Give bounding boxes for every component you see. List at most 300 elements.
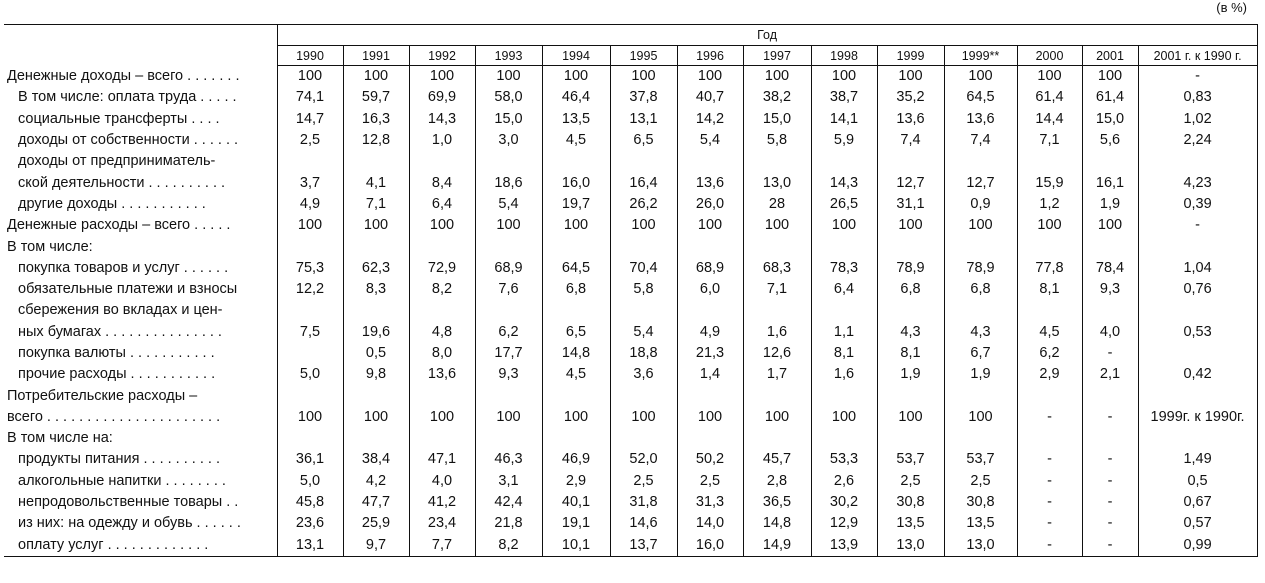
table-cell: 5,4	[475, 194, 542, 215]
table-cell: 5,4	[677, 130, 743, 151]
table-cell: 13,6	[944, 109, 1017, 130]
table-cell: 31,3	[677, 492, 743, 513]
table-cell: 100	[743, 66, 811, 88]
table-cell: 4,8	[409, 322, 475, 343]
table-cell: 2,9	[542, 471, 610, 492]
table-cell: 100	[542, 215, 610, 236]
table-cell: 78,4	[1082, 258, 1138, 279]
table-row	[4, 300, 1257, 321]
table-cell: 17,7	[475, 343, 542, 364]
table-cell: 0,5	[343, 343, 409, 364]
table-cell	[277, 151, 343, 172]
table-cell: 23,4	[409, 513, 475, 534]
table-row	[4, 428, 1257, 449]
table-cell	[677, 300, 743, 321]
table-cell: 4,23	[1138, 172, 1257, 193]
table-cell: -	[1082, 513, 1138, 534]
table-cell: 0,76	[1138, 279, 1257, 300]
table-cell: 100	[610, 215, 677, 236]
row-label: покупка валюты . . . . . . . . . . .	[4, 343, 277, 364]
table-row	[4, 385, 1257, 406]
table-cell	[610, 300, 677, 321]
column-header: 2001 г. к 1990 г.	[1138, 46, 1257, 66]
table-cell: 23,6	[277, 513, 343, 534]
table-cell: 13,5	[944, 513, 1017, 534]
table-cell: 100	[1082, 66, 1138, 88]
table-cell: 100	[677, 215, 743, 236]
table-cell	[343, 236, 409, 257]
table-cell: 78,9	[877, 258, 944, 279]
table-cell	[610, 236, 677, 257]
table-cell	[343, 428, 409, 449]
table-cell: 16,3	[343, 109, 409, 130]
table-row	[4, 109, 1257, 130]
table-cell: 1,6	[743, 322, 811, 343]
table-cell: 2,6	[811, 471, 877, 492]
row-label: доходы от собственности . . . . . .	[4, 130, 277, 151]
table-cell: 41,2	[409, 492, 475, 513]
table-cell: 100	[877, 407, 944, 428]
row-label: социальные трансферты . . . .	[4, 109, 277, 130]
table-cell: 28	[743, 194, 811, 215]
table-cell: 12,2	[277, 279, 343, 300]
table-cell	[1082, 151, 1138, 172]
table-cell	[743, 236, 811, 257]
table-cell: 16,1	[1082, 172, 1138, 193]
table-cell: 12,8	[343, 130, 409, 151]
row-label: Потребительские расходы –	[4, 385, 277, 406]
table-cell: 1,9	[944, 364, 1017, 385]
table-cell	[1017, 300, 1082, 321]
table-cell	[1138, 151, 1257, 172]
table-cell: 7,5	[277, 322, 343, 343]
table-cell	[409, 300, 475, 321]
table-cell: 6,8	[944, 279, 1017, 300]
table-cell: 5,6	[1082, 130, 1138, 151]
table-cell: -	[1017, 407, 1082, 428]
table-cell: 100	[409, 215, 475, 236]
table-cell: 9,8	[343, 364, 409, 385]
table-cell: 16,4	[610, 172, 677, 193]
table-cell	[811, 428, 877, 449]
table-cell: 19,7	[542, 194, 610, 215]
table-row	[4, 513, 1257, 534]
row-label: другие доходы . . . . . . . . . . .	[4, 194, 277, 215]
table-cell: 14,0	[677, 513, 743, 534]
table-cell: 16,0	[677, 535, 743, 557]
row-label: алкогольные напитки . . . . . . . .	[4, 471, 277, 492]
table-cell: 8,3	[343, 279, 409, 300]
table-cell: 8,2	[409, 279, 475, 300]
table-cell: 69,9	[409, 87, 475, 108]
table-cell	[1082, 236, 1138, 257]
table-cell: 31,1	[877, 194, 944, 215]
row-label: непродовольственные товары . .	[4, 492, 277, 513]
table-cell: 38,4	[343, 449, 409, 470]
row-label: оплату услуг . . . . . . . . . . . . .	[4, 535, 277, 557]
table-cell	[277, 236, 343, 257]
table-cell: 1,9	[1082, 194, 1138, 215]
table-cell: 5,4	[610, 322, 677, 343]
table-cell	[277, 428, 343, 449]
table-cell: 16,0	[542, 172, 610, 193]
column-header: 1996	[677, 46, 743, 66]
table-row	[4, 343, 1257, 364]
table-cell: 100	[944, 215, 1017, 236]
table-cell: -	[1138, 66, 1257, 88]
table-cell: 100	[811, 407, 877, 428]
table-cell: 100	[475, 215, 542, 236]
unit-note: (в %)	[1216, 0, 1247, 15]
table-cell: 30,8	[877, 492, 944, 513]
table-cell: -	[1017, 535, 1082, 557]
table-cell: 13,5	[877, 513, 944, 534]
table-cell: -	[1017, 471, 1082, 492]
table-cell: 13,6	[677, 172, 743, 193]
table-cell: 3,6	[610, 364, 677, 385]
table-cell	[1082, 385, 1138, 406]
row-label: из них: на одежду и обувь . . . . . .	[4, 513, 277, 534]
table-cell: 2,5	[277, 130, 343, 151]
table-cell: 0,5	[1138, 471, 1257, 492]
table-cell: 14,1	[811, 109, 877, 130]
table-cell	[743, 151, 811, 172]
table-cell	[542, 151, 610, 172]
table-cell: 13,1	[277, 535, 343, 557]
table-cell: 40,7	[677, 87, 743, 108]
table-cell: 6,5	[542, 322, 610, 343]
table-cell: 52,0	[610, 449, 677, 470]
table-cell: 4,9	[277, 194, 343, 215]
row-label: В том числе: оплата труда . . . . .	[4, 87, 277, 108]
table-cell: 13,6	[409, 364, 475, 385]
table-cell	[743, 300, 811, 321]
table-cell: 100	[677, 66, 743, 88]
table-cell	[877, 236, 944, 257]
table-cell: 4,3	[877, 322, 944, 343]
table-cell: 100	[542, 407, 610, 428]
table-cell: 45,8	[277, 492, 343, 513]
table-cell: 1999г. к 1990г.	[1138, 407, 1257, 428]
table-cell: 8,2	[475, 535, 542, 557]
table-row	[4, 151, 1257, 172]
table-cell: 19,6	[343, 322, 409, 343]
table-cell: 100	[542, 66, 610, 88]
table-cell: 7,1	[343, 194, 409, 215]
table-cell	[677, 236, 743, 257]
table-cell: 6,2	[1017, 343, 1082, 364]
table-cell: 6,8	[542, 279, 610, 300]
table-cell	[1138, 343, 1257, 364]
column-header: 2001	[1082, 46, 1138, 66]
table-cell	[877, 151, 944, 172]
table-cell: 9,7	[343, 535, 409, 557]
table-cell: 15,9	[1017, 172, 1082, 193]
table-cell: 8,1	[877, 343, 944, 364]
table-cell	[811, 300, 877, 321]
table-cell: 4,9	[677, 322, 743, 343]
table-cell: 5,8	[743, 130, 811, 151]
table-cell: 14,3	[811, 172, 877, 193]
table-cell: 21,3	[677, 343, 743, 364]
table-cell: 7,4	[877, 130, 944, 151]
row-label: ской деятельности . . . . . . . . . .	[4, 172, 277, 193]
table-cell: 37,8	[610, 87, 677, 108]
table-cell: 100	[277, 66, 343, 88]
table-cell: 53,7	[944, 449, 1017, 470]
table-cell: 5,9	[811, 130, 877, 151]
table-cell	[475, 385, 542, 406]
table-cell: 13,9	[811, 535, 877, 557]
table-cell: -	[1082, 449, 1138, 470]
table-cell: 100	[277, 215, 343, 236]
table-cell: 3,1	[475, 471, 542, 492]
table-cell: -	[1082, 492, 1138, 513]
table-cell	[277, 385, 343, 406]
table-row	[4, 449, 1257, 470]
table-cell	[409, 236, 475, 257]
table-cell: 100	[343, 215, 409, 236]
table-cell: 15,0	[743, 109, 811, 130]
table-cell: -	[1082, 343, 1138, 364]
row-label: сбережения во вкладах и цен-	[4, 300, 277, 321]
table-cell: 2,5	[610, 471, 677, 492]
table-cell: 100	[409, 407, 475, 428]
table-cell: 0,99	[1138, 535, 1257, 557]
table-cell	[1017, 385, 1082, 406]
year-group-header: Год	[277, 25, 1257, 46]
row-label: В том числе:	[4, 236, 277, 257]
table-cell: 8,1	[811, 343, 877, 364]
column-header: 1991	[343, 46, 409, 66]
table-cell: 0,83	[1138, 87, 1257, 108]
table-cell: 72,9	[409, 258, 475, 279]
table-cell: 78,9	[944, 258, 1017, 279]
table-cell	[475, 300, 542, 321]
table-cell: 14,9	[743, 535, 811, 557]
table-row	[4, 215, 1257, 236]
table-cell: 15,0	[1082, 109, 1138, 130]
column-header: 1997	[743, 46, 811, 66]
table-cell: 4,5	[542, 364, 610, 385]
table-cell: 4,5	[1017, 322, 1082, 343]
table-cell: 5,8	[610, 279, 677, 300]
table-cell: -	[1082, 471, 1138, 492]
table-cell: 1,0	[409, 130, 475, 151]
table-cell: 7,4	[944, 130, 1017, 151]
table-cell	[475, 236, 542, 257]
table-cell: 64,5	[944, 87, 1017, 108]
table-cell: 70,4	[610, 258, 677, 279]
row-label: покупка товаров и услуг . . . . . .	[4, 258, 277, 279]
table-row	[4, 535, 1257, 557]
table-cell: 13,0	[877, 535, 944, 557]
table-cell: 47,7	[343, 492, 409, 513]
table-cell: 46,4	[542, 87, 610, 108]
table-cell: 59,7	[343, 87, 409, 108]
table-cell: 18,8	[610, 343, 677, 364]
table-cell: 2,1	[1082, 364, 1138, 385]
table-cell: 46,9	[542, 449, 610, 470]
table-cell: 4,0	[409, 471, 475, 492]
table-cell: 13,7	[610, 535, 677, 557]
table-cell: 12,7	[944, 172, 1017, 193]
table-cell: 2,5	[944, 471, 1017, 492]
table-row	[4, 471, 1257, 492]
table-cell	[944, 151, 1017, 172]
table-row	[4, 87, 1257, 108]
table-cell: 6,4	[409, 194, 475, 215]
table-cell: -	[1082, 535, 1138, 557]
table-cell: 2,5	[677, 471, 743, 492]
table-cell: 74,1	[277, 87, 343, 108]
table-cell: 62,3	[343, 258, 409, 279]
table-cell	[677, 385, 743, 406]
table-cell	[542, 236, 610, 257]
table-cell: 5,0	[277, 471, 343, 492]
table-cell	[475, 151, 542, 172]
table-cell	[277, 300, 343, 321]
table-cell: 36,1	[277, 449, 343, 470]
table-cell: 68,9	[475, 258, 542, 279]
table-cell: 100	[1017, 66, 1082, 88]
table-cell	[944, 428, 1017, 449]
table-cell: 40,1	[542, 492, 610, 513]
table-cell	[877, 428, 944, 449]
table-cell: 100	[944, 66, 1017, 88]
table-cell: 53,3	[811, 449, 877, 470]
table-cell: 8,4	[409, 172, 475, 193]
table-cell	[877, 385, 944, 406]
table-cell: 1,04	[1138, 258, 1257, 279]
table-cell: 21,8	[475, 513, 542, 534]
column-header: 1992	[409, 46, 475, 66]
column-header: 1999**	[944, 46, 1017, 66]
table-cell	[610, 385, 677, 406]
table-cell	[610, 151, 677, 172]
table-cell: 58,0	[475, 87, 542, 108]
table-cell: 14,6	[610, 513, 677, 534]
table-cell: 0,42	[1138, 364, 1257, 385]
table-cell	[877, 300, 944, 321]
table-cell: 12,7	[877, 172, 944, 193]
table-cell: 14,4	[1017, 109, 1082, 130]
table-cell: 3,0	[475, 130, 542, 151]
table-cell	[1138, 236, 1257, 257]
table-cell: 100	[1017, 215, 1082, 236]
table-cell	[277, 343, 343, 364]
table-cell: 100	[475, 66, 542, 88]
table-cell: 14,3	[409, 109, 475, 130]
table-cell: 100	[1082, 215, 1138, 236]
table-row	[4, 236, 1257, 257]
table-cell: 13,1	[610, 109, 677, 130]
table-cell: 6,5	[610, 130, 677, 151]
table-cell: 50,2	[677, 449, 743, 470]
table-cell	[677, 428, 743, 449]
row-label: всего . . . . . . . . . . . . . . . . . . . . . .	[4, 407, 277, 428]
table-cell	[409, 428, 475, 449]
table-cell: 9,3	[1082, 279, 1138, 300]
table-cell: 100	[343, 66, 409, 88]
table-cell	[1082, 428, 1138, 449]
table-cell: 100	[610, 407, 677, 428]
row-label: ных бумагах . . . . . . . . . . . . . . .	[4, 322, 277, 343]
table-cell	[743, 385, 811, 406]
table-cell: 6,4	[811, 279, 877, 300]
column-header: 1998	[811, 46, 877, 66]
table-cell: 26,0	[677, 194, 743, 215]
table-cell: 100	[811, 215, 877, 236]
table-row	[4, 322, 1257, 343]
table-cell: 7,6	[475, 279, 542, 300]
table-cell: 31,8	[610, 492, 677, 513]
table-cell	[475, 428, 542, 449]
table-cell: 10,1	[542, 535, 610, 557]
table-row	[4, 194, 1257, 215]
table-row	[4, 492, 1257, 513]
table-cell: 68,9	[677, 258, 743, 279]
table-cell: 25,9	[343, 513, 409, 534]
table-cell: 2,9	[1017, 364, 1082, 385]
table-cell: 77,8	[1017, 258, 1082, 279]
table-cell: -	[1017, 492, 1082, 513]
table-cell	[944, 300, 1017, 321]
table-cell: 100	[811, 66, 877, 88]
table-cell: 13,0	[944, 535, 1017, 557]
table-cell	[542, 428, 610, 449]
table-cell: -	[1082, 407, 1138, 428]
table-cell: 47,1	[409, 449, 475, 470]
table-cell: 0,9	[944, 194, 1017, 215]
table-cell: 13,5	[542, 109, 610, 130]
income-expense-table	[4, 24, 1258, 557]
table-row	[4, 66, 1257, 88]
table-cell	[811, 151, 877, 172]
table-cell: 100	[343, 407, 409, 428]
table-cell: 15,0	[475, 109, 542, 130]
table-cell	[343, 385, 409, 406]
row-label: Денежные доходы – всего . . . . . . .	[4, 66, 277, 88]
table-cell	[1082, 300, 1138, 321]
table-cell: 30,2	[811, 492, 877, 513]
table-cell: 12,9	[811, 513, 877, 534]
table-cell: 14,8	[743, 513, 811, 534]
table-cell: 38,2	[743, 87, 811, 108]
table-cell: 0,39	[1138, 194, 1257, 215]
table-cell: 14,2	[677, 109, 743, 130]
table-cell: 68,3	[743, 258, 811, 279]
table-cell: 30,8	[944, 492, 1017, 513]
table-cell: 12,6	[743, 343, 811, 364]
table-cell: 36,5	[743, 492, 811, 513]
table-cell: 13,6	[877, 109, 944, 130]
table-cell: 1,49	[1138, 449, 1257, 470]
table-cell: -	[1017, 449, 1082, 470]
table-cell: 100	[277, 407, 343, 428]
table-cell: 100	[409, 66, 475, 88]
table-cell: 4,2	[343, 471, 409, 492]
table-row	[4, 130, 1257, 151]
table-cell	[542, 385, 610, 406]
header-corner	[4, 25, 277, 66]
table-cell	[677, 151, 743, 172]
table-cell	[743, 428, 811, 449]
table-cell: 45,7	[743, 449, 811, 470]
table-cell	[542, 300, 610, 321]
table-cell	[409, 385, 475, 406]
table-cell: 4,1	[343, 172, 409, 193]
